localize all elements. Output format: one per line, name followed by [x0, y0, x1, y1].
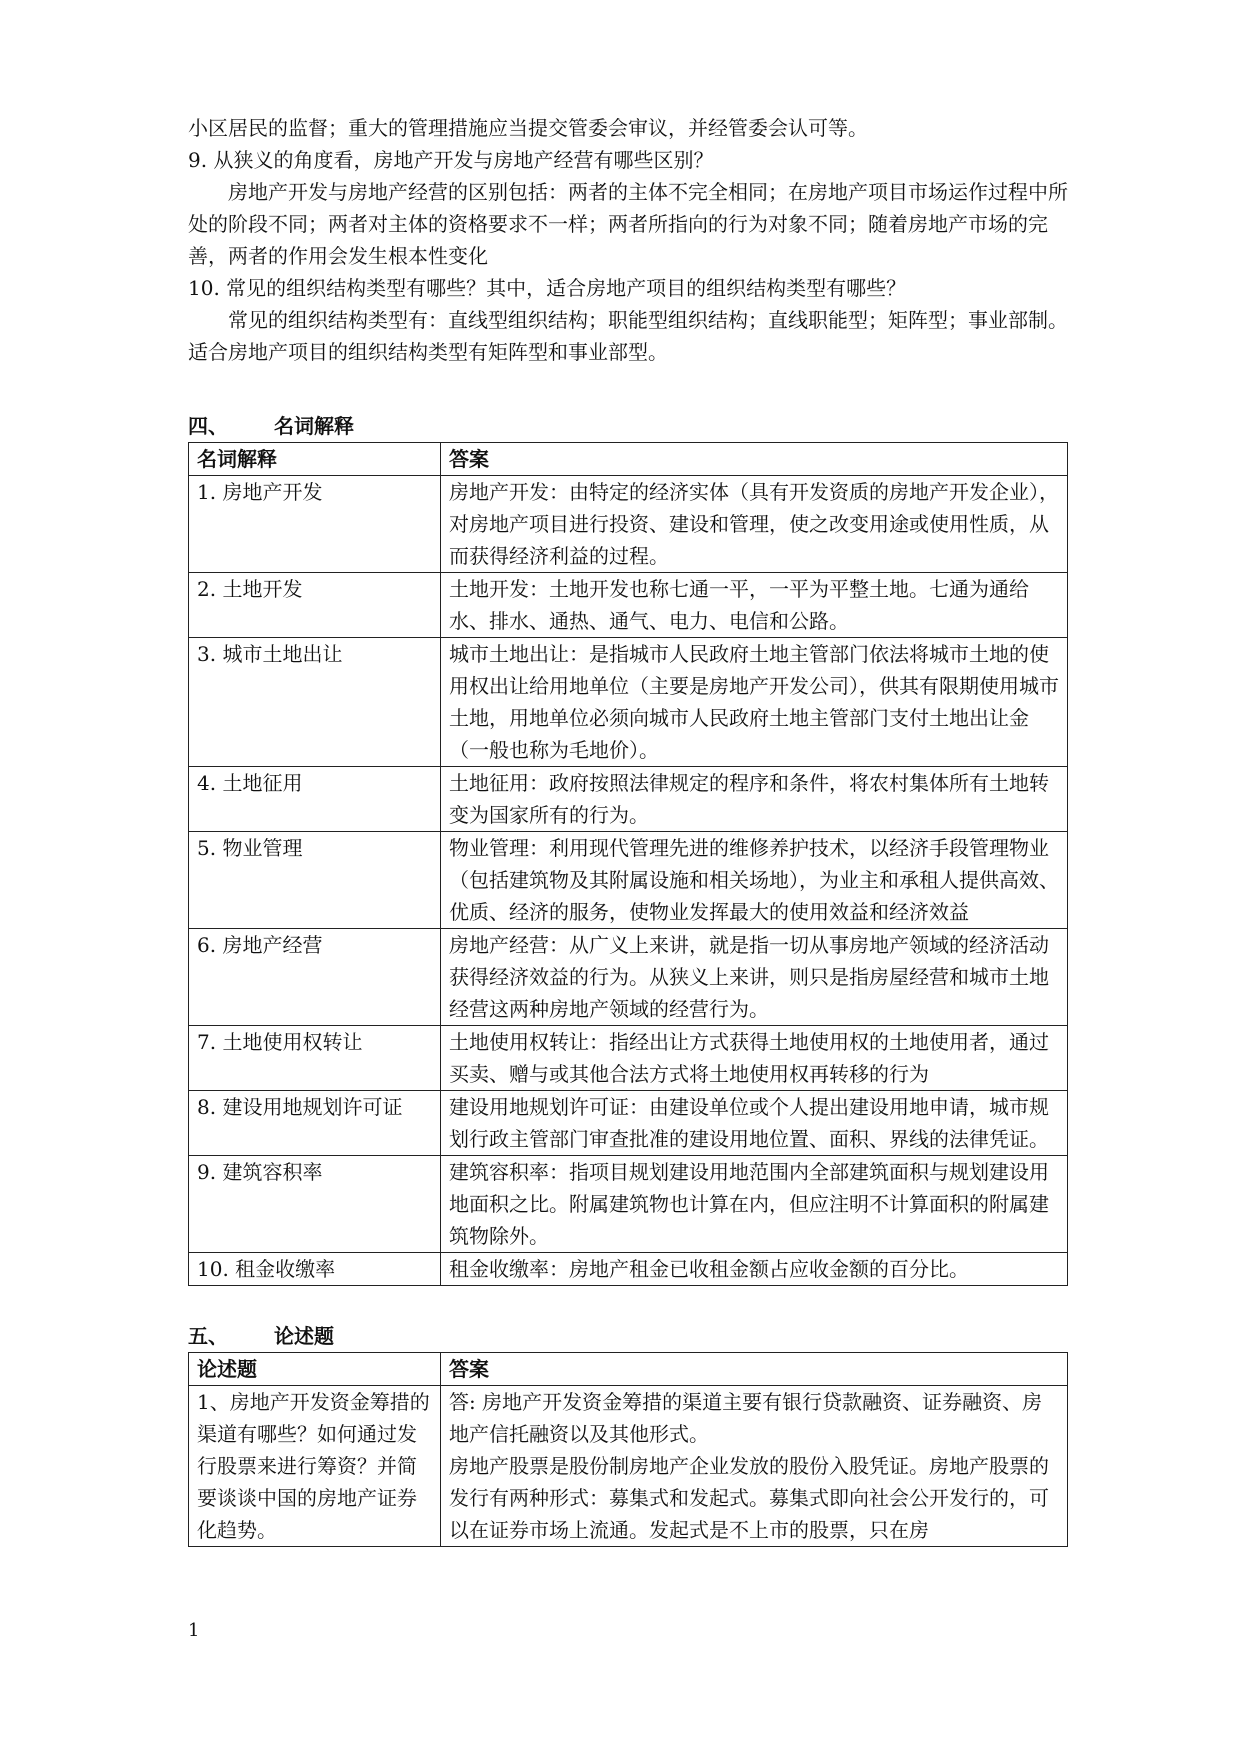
answer-cell: 土地征用：政府按照法律规定的程序和条件，将农村集体所有土地转变为国家所有的行为。: [441, 767, 1068, 832]
document-page: [188, 112, 1068, 1547]
term-cell: 10. 租金收缴率: [189, 1253, 441, 1286]
table-row: [189, 1091, 1068, 1156]
table-row: [189, 1156, 1068, 1253]
term-cell: 4. 土地征用: [189, 767, 441, 832]
header-answer: 答案: [441, 443, 1068, 476]
table-row: [189, 1253, 1068, 1286]
essay-table: [188, 1352, 1068, 1547]
table-row: [189, 476, 1068, 573]
table-row: [189, 832, 1068, 929]
answer-cell: 租金收缴率：房地产租金已收租金额占应收金额的百分比。: [441, 1253, 1068, 1286]
table-row: [189, 1026, 1068, 1091]
answer-cell: 建筑容积率：指项目规划建设用地范围内全部建筑面积与规划建设用地面积之比。附属建筑物也计算在内，但应注明不计算面积的附属建筑物除外。: [441, 1156, 1068, 1253]
table-row: [189, 638, 1068, 767]
answer-paragraph: 答: 房地产开发资金筹措的渠道主要有银行贷款融资、证券融资、房地产信托融资以及其他形式。: [449, 1390, 1043, 1446]
header-question: 论述题: [189, 1353, 441, 1386]
table-row: [189, 1386, 1068, 1547]
table-row: [189, 573, 1068, 638]
term-cell: 1. 房地产开发: [189, 476, 441, 573]
section-5-heading: [188, 1320, 1068, 1352]
section-4-number: 四、: [188, 414, 228, 438]
answer-10: 常见的组织结构类型有：直线型组织结构；职能型组织结构；直线职能型；矩阵型；事业部制。适合房地产项目的组织结构类型有矩阵型和事业部型。: [188, 308, 1068, 364]
table-row: [189, 767, 1068, 832]
term-cell: 6. 房地产经营: [189, 929, 441, 1026]
answer-cell: 土地开发：土地开发也称七通一平，一平为平整土地。七通为通给水、排水、通热、通气、电力、电信和公路。: [441, 573, 1068, 638]
section-4-heading: [188, 410, 1068, 442]
intro-line: 小区居民的监督；重大的管理措施应当提交管委会审议，并经管委会认可等。: [188, 116, 868, 140]
section-5-title: 论述题: [274, 1324, 334, 1348]
header-answer: 答案: [441, 1353, 1068, 1386]
glossary-table: [188, 442, 1068, 1286]
question-cell: 1、房地产开发资金筹措的渠道有哪些？如何通过发行股票来进行筹资？并简要谈谈中国的房地产证券化趋势。: [189, 1386, 441, 1547]
table-header-row: [189, 1353, 1068, 1386]
term-cell: 9. 建筑容积率: [189, 1156, 441, 1253]
section-4-title: 名词解释: [274, 414, 354, 438]
answer-cell: 建设用地规划许可证：由建设单位或个人提出建设用地申请，城市规划行政主管部门审查批准的建设用地位置、面积、界线的法律凭证。: [441, 1091, 1068, 1156]
term-cell: 7. 土地使用权转让: [189, 1026, 441, 1091]
question-9: 9. 从狭义的角度看，房地产开发与房地产经营有哪些区别？: [188, 148, 714, 172]
term-cell: 2. 土地开发: [189, 573, 441, 638]
header-term: 名词解释: [189, 443, 441, 476]
answer-paragraph: 房地产股票是股份制房地产企业发放的股份入股凭证。房地产股票的发行有两种形式：募集式和发起式。募集式即向社会公开发行的，可以在证券市场上流通。发起式是不上市的股票，只在房: [449, 1454, 1049, 1542]
term-cell: 8. 建设用地规划许可证: [189, 1091, 441, 1156]
table-header-row: [189, 443, 1068, 476]
answer-cell: 房地产经营：从广义上来讲，就是指一切从事房地产领域的经济活动获得经济效益的行为。从狭义上来讲，则只是指房屋经营和城市土地经营这两种房地产领域的经营行为。: [441, 929, 1068, 1026]
answer-9: 房地产开发与房地产经营的区别包括：两者的主体不完全相同；在房地产项目市场运作过程中所处的阶段不同；两者对主体的资格要求不一样；两者所指向的行为对象不同；随着房地产市场的完善，两者的作用会发生根本性变化: [188, 180, 1068, 268]
answer-cell: 房地产开发：由特定的经济实体（具有开发资质的房地产开发企业），对房地产项目进行投资、建设和管理，使之改变用途或使用性质，从而获得经济利益的过程。: [441, 476, 1068, 573]
question-10: 10. 常见的组织结构类型有哪些？其中，适合房地产项目的组织结构类型有哪些？: [188, 276, 907, 300]
table-row: [189, 929, 1068, 1026]
answer-cell: 城市土地出让：是指城市人民政府土地主管部门依法将城市土地的使用权出让给用地单位（主要是房地产开发公司），供其有限期使用城市土地，用地单位必须向城市人民政府土地主管部门支付土地出让金（一般也称为毛地价）。: [441, 638, 1068, 767]
answer-cell: 土地使用权转让：指经出让方式获得土地使用权的土地使用者，通过买卖、赠与或其他合法方式将土地使用权再转移的行为: [441, 1026, 1068, 1091]
answer-cell: 物业管理：利用现代管理先进的维修养护技术，以经济手段管理物业（包括建筑物及其附属设施和相关场地），为业主和承租人提供高效、优质、经济的服务，使物业发挥最大的使用效益和经济效益: [441, 832, 1068, 929]
term-cell: 5. 物业管理: [189, 832, 441, 929]
term-cell: 3. 城市土地出让: [189, 638, 441, 767]
page-number: 1: [188, 1620, 200, 1641]
answer-cell: [441, 1386, 1068, 1547]
section-5-number: 五、: [188, 1324, 228, 1348]
